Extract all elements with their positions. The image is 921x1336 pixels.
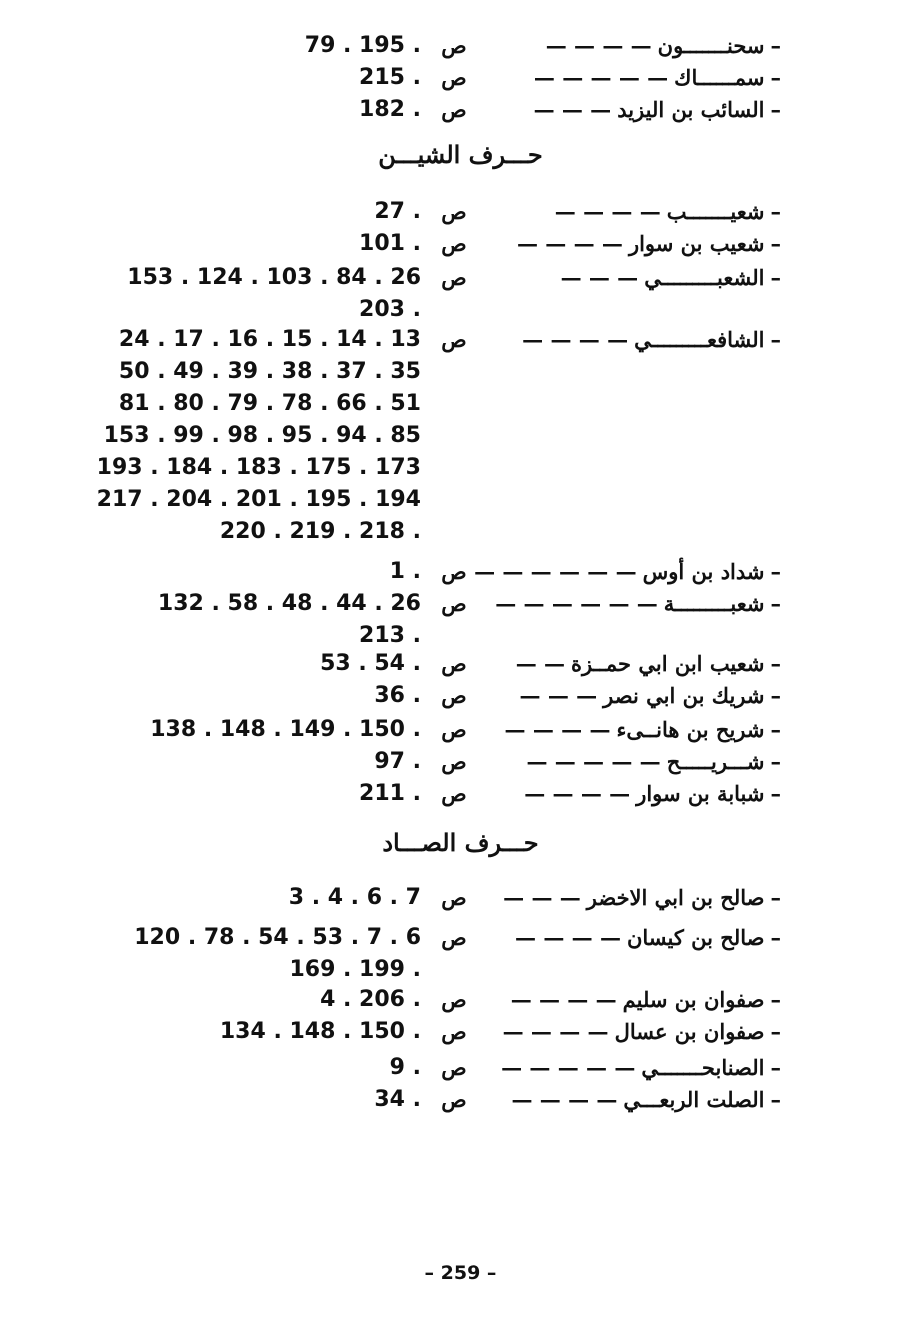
entry-name-text: سحنـــــــون: [657, 33, 765, 58]
entry-name-text: الصنابحـــــــي: [641, 1055, 765, 1080]
entry-name: –شعيـــــــب— — — —: [554, 199, 781, 224]
page-numbers-line: 203 .: [359, 297, 421, 322]
index-entry: [0, 746, 921, 778]
entry-name-text: صفوان بن سليم: [622, 987, 765, 1012]
entry-leader: — — —: [503, 885, 581, 910]
entry-name-text: شريح بن هانــىء: [616, 717, 765, 742]
entry-name: –شبابة بن سوار— — — —: [524, 781, 781, 806]
entry-name-text: شـــريـــــح: [666, 749, 765, 774]
entry-name: –شعيب ابن ابي حمــزة— —: [515, 651, 781, 676]
entry-name-text: شبابة بن سوار: [636, 781, 765, 806]
page-marker: ص: [441, 591, 467, 616]
entry-leader: — — — —: [504, 717, 611, 742]
entry-name: –سحنـــــــون— — — —: [545, 33, 781, 58]
entry-name-text: السائب بن اليزيد: [617, 97, 765, 122]
entry-name-text: سمــــــاك: [674, 65, 765, 90]
page-marker: ص: [441, 683, 467, 708]
entry-name: –الشعبـــــــــي— — —: [560, 265, 781, 290]
entry-leader: — — — —: [510, 987, 617, 1012]
page-marker: ص: [441, 651, 467, 676]
index-entry: [0, 882, 921, 914]
page-marker: ص: [441, 717, 467, 742]
page-numbers-line: 53 . 54 .: [320, 651, 421, 676]
index-entry: [0, 196, 921, 228]
page-marker: ص: [441, 265, 467, 290]
entry-leader: — —: [515, 651, 566, 676]
page-marker: ص: [441, 885, 467, 910]
entry-name-text: صالح بن كيسان: [626, 925, 765, 950]
entry-leader: — — — —: [515, 925, 621, 950]
entry-leader: — — —: [533, 97, 612, 122]
page-number: – 259 –: [424, 1262, 497, 1284]
index-entry: [0, 62, 921, 94]
entry-leader: — — — — —: [526, 749, 661, 774]
index-entry: [0, 1016, 921, 1048]
entry-leader: — — — —: [524, 781, 631, 806]
index-entry: [0, 588, 921, 620]
entry-name: –شداد بن أوس— — — — — —: [474, 559, 781, 584]
entry-leader: — — — —: [517, 231, 623, 256]
page-numbers-line: 97 .: [374, 749, 421, 774]
entry-leader: — — — —: [522, 327, 629, 352]
index-entry: [0, 984, 921, 1016]
entry-name: –صفوان بن عسال— — — —: [502, 1019, 781, 1044]
entry-name: –سمــــــاك— — — — —: [533, 65, 781, 90]
page-numbers-line: 193 . 184 . 183 . 175 . 173: [96, 455, 421, 480]
page-numbers-line: 3 . 4 . 6 . 7: [288, 885, 421, 910]
page-numbers-line: 220 . 219 . 218 .: [219, 519, 421, 544]
index-entry: [0, 228, 921, 260]
entry-name: –صفوان بن سليم— — — —: [510, 987, 781, 1012]
entry-leader: — — — —: [545, 33, 652, 58]
index-entry: [0, 778, 921, 810]
index-entry: [0, 94, 921, 126]
entry-leader: — — — — — —: [495, 591, 658, 616]
entry-name-text: الشافعـــــــــي: [634, 327, 765, 352]
page-marker: ص: [441, 199, 467, 224]
index-entry: [0, 680, 921, 712]
page-marker: ص: [441, 65, 467, 90]
page-numbers-line: 215 .: [359, 65, 421, 90]
page-numbers-line: 211 .: [359, 781, 421, 806]
page-marker: ص: [441, 1019, 467, 1044]
index-entry: [0, 1084, 921, 1116]
page-numbers-line: 101 .: [359, 231, 421, 256]
page-marker: ص: [441, 987, 467, 1012]
page-marker: ص: [441, 33, 467, 58]
entry-name: –شعبـــــــــة— — — — — —: [495, 591, 781, 616]
page-numbers-line: 4 . 206 .: [320, 987, 421, 1012]
index-entry: [0, 556, 921, 588]
page-numbers-line: 132 . 58 . 48 . 44 . 26: [157, 591, 421, 616]
page-numbers-line: 182 .: [359, 97, 421, 122]
entry-name: –السائب بن اليزيد— — —: [533, 97, 781, 122]
page-numbers-line: 153 . 99 . 98 . 95 . 94 . 85: [103, 423, 421, 448]
entry-name: –صالح بن كيسان— — — —: [515, 925, 781, 950]
page-marker: ص: [441, 559, 467, 584]
entry-name: –الشافعـــــــــي— — — —: [522, 327, 781, 352]
page-marker: ص: [441, 925, 467, 950]
page-numbers-line: 153 . 124 . 103 . 84 . 26: [127, 265, 421, 290]
entry-name-text: الصلت الربعـــي: [623, 1087, 765, 1112]
entry-name: –الصلت الربعـــي— — — —: [511, 1087, 781, 1112]
index-entry: [0, 714, 921, 746]
entry-leader: — — — —: [554, 199, 661, 224]
entry-name-text: صالح بن ابي الاخضر: [586, 885, 765, 910]
page-numbers-line: 1 .: [389, 559, 421, 584]
page-marker: ص: [441, 327, 467, 352]
page-numbers-line: 138 . 148 . 149 . 150 .: [150, 717, 421, 742]
entry-name: –شريح بن هانــىء— — — —: [504, 717, 781, 742]
page-numbers-line: 34 .: [374, 1087, 421, 1112]
entry-leader: — — — —: [502, 1019, 609, 1044]
page-marker: ص: [441, 781, 467, 806]
section-heading: حـــرف الشيـــن: [378, 140, 543, 169]
page-numbers-line: 134 . 148 . 150 .: [219, 1019, 421, 1044]
entry-name-text: صفوان بن عسال: [614, 1019, 765, 1044]
index-entry: [0, 30, 921, 62]
page-numbers-line: 169 . 199 .: [289, 957, 421, 982]
page-marker: ص: [441, 1087, 467, 1112]
entry-name-text: شريك بن ابي نصر: [603, 683, 765, 708]
entry-leader: — — —: [560, 265, 639, 290]
entry-leader: — — — — —: [501, 1055, 636, 1080]
entry-name: –صالح بن ابي الاخضر— — —: [503, 885, 781, 910]
entry-name-text: شعيـــــــب: [666, 199, 765, 224]
page-numbers-line: 36 .: [374, 683, 421, 708]
page-marker: ص: [441, 97, 467, 122]
page-numbers-line: 27 .: [374, 199, 421, 224]
index-entry: [0, 1052, 921, 1084]
entry-leader: — — — — —: [533, 65, 669, 90]
page-numbers-line: 79 . 195 .: [304, 33, 421, 58]
page-marker: ص: [441, 231, 467, 256]
entry-leader: — — —: [519, 683, 598, 708]
entry-name-text: شعيب ابن ابي حمــزة: [571, 651, 765, 676]
page-numbers-line: 24 . 17 . 16 . 15 . 14 . 13: [118, 327, 421, 352]
entry-leader: — — — —: [511, 1087, 618, 1112]
entry-name: –شريك بن ابي نصر— — —: [519, 683, 781, 708]
page-numbers-line: 50 . 49 . 39 . 38 . 37 . 35: [118, 359, 421, 384]
index-entry: [0, 648, 921, 680]
page-marker: ص: [441, 1055, 467, 1080]
entry-name: –شـــريـــــح— — — — —: [526, 749, 781, 774]
section-heading: حـــرف الصـــاد: [382, 828, 539, 857]
page-numbers-line: 213 .: [359, 623, 421, 648]
page-numbers-line: 9 .: [389, 1055, 421, 1080]
entry-name: –الصنابحـــــــي— — — — —: [501, 1055, 781, 1080]
entry-name-text: شعيب بن سوار: [628, 231, 765, 256]
entry-name-text: شداد بن أوس: [642, 559, 765, 584]
entry-name-text: الشعبـــــــــي: [644, 265, 765, 290]
entry-leader: — — — — — —: [474, 559, 637, 584]
page-numbers-line: 217 . 204 . 201 . 195 . 194: [96, 487, 421, 512]
entry-name-text: شعبـــــــــة: [663, 591, 765, 616]
page-numbers-line: 120 . 78 . 54 . 53 . 7 . 6: [134, 925, 421, 950]
entry-name: –شعيب بن سوار— — — —: [517, 231, 781, 256]
page-numbers-line: 81 . 80 . 79 . 78 . 66 . 51: [118, 391, 421, 416]
page-marker: ص: [441, 749, 467, 774]
